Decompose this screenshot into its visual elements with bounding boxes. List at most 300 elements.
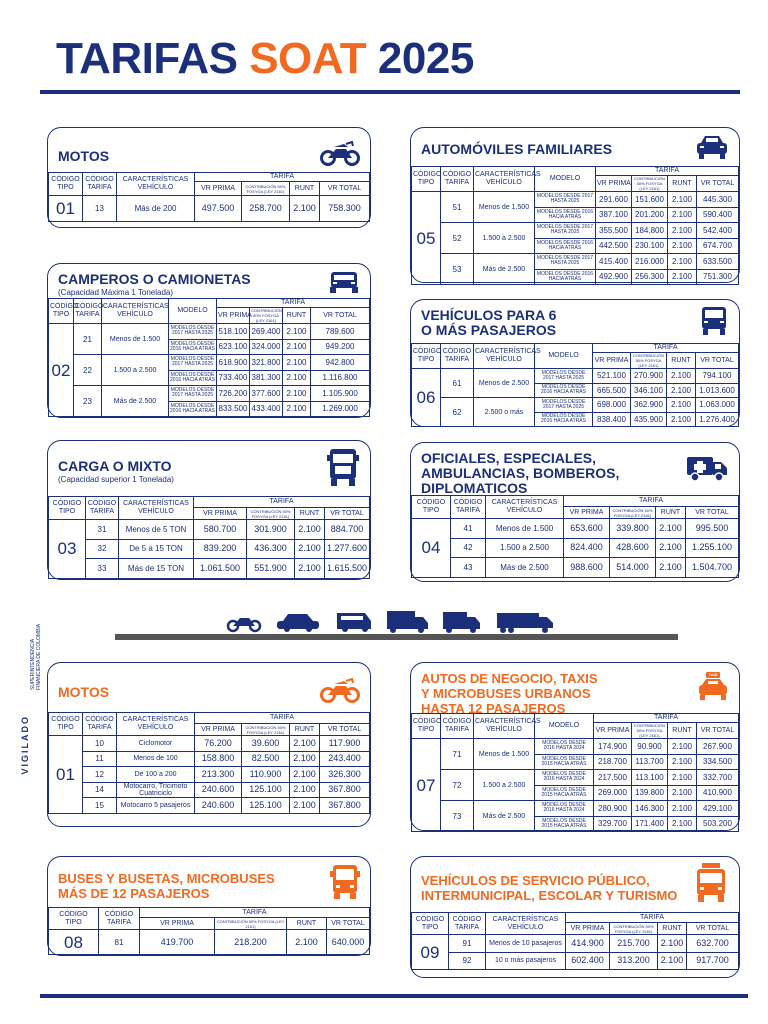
vr-total-cell: 542.400 (697, 223, 739, 239)
header-label: TARIFA (455, 923, 479, 931)
contribucion-cell: 339.800 (610, 519, 656, 539)
header-label: TARIFA (90, 508, 114, 515)
vr-total-cell: 243.400 (320, 751, 370, 767)
header-label: CÓDIGO (85, 176, 114, 183)
vr-total-cell: 1.116.800 (311, 370, 370, 386)
vr-prima-cell: 838.400 (593, 412, 631, 427)
table-cell: RUNT (287, 918, 327, 930)
card-title: CARGA O MIXTO (58, 458, 172, 474)
caracteristicas-cell: Ciclomotor (117, 736, 195, 752)
vr-total-cell: 503.200 (697, 816, 739, 832)
header-label: CÓDIGO (87, 500, 117, 507)
runt-cell: 2.100 (283, 355, 311, 371)
vr-prima-cell: 1.061.500 (194, 559, 247, 579)
vr-total-cell: 995.500 (686, 519, 739, 539)
table-cell: 758.300 (320, 196, 370, 222)
caracteristicas-cell: 1.500 a 2.500 (486, 538, 564, 558)
taxi-icon (697, 671, 729, 701)
contribucion-cell: 346.100 (631, 383, 667, 398)
vr-prima-cell: 698.000 (593, 398, 631, 413)
tariff-table (411, 912, 739, 970)
tariff-table (48, 298, 370, 417)
caracteristicas-cell: Menos de 1.500 (474, 192, 535, 223)
caracteristicas-cell: 10 o más pasajeros (486, 952, 566, 970)
vr-total-cell: 326.300 (320, 767, 370, 783)
caracteristicas-cell: Menos de 1.500 (474, 739, 535, 770)
caracteristicas-cell: De 5 a 15 TON (119, 539, 194, 559)
table-cell (117, 713, 195, 736)
header-label: VEHÍCULO (486, 179, 522, 186)
table-row (412, 538, 739, 558)
table-cell (119, 497, 194, 520)
card-taxis (410, 662, 740, 831)
header-codigo-tipo (49, 173, 83, 196)
tariff-table (48, 907, 370, 955)
vr-prima-cell: 240.600 (195, 798, 242, 814)
contribucion-cell: 435.900 (631, 412, 667, 427)
contribucion-cell: 270.900 (631, 369, 667, 384)
card-familiares (410, 127, 740, 283)
runt-cell: 2.100 (295, 520, 325, 540)
table-row (412, 369, 739, 384)
vr-total-cell: 1.269.000 (311, 401, 370, 417)
modelo-cell: MODELOS DESDE 2016 HACIA ATRÁS (535, 238, 596, 254)
vr-prima-cell: 355.500 (596, 223, 632, 239)
table-row (49, 386, 370, 402)
vr-prima-cell: 988.600 (564, 558, 610, 578)
table-cell: 01 (49, 196, 83, 222)
card-subtitle: (Capacidad Máxima 1 Tonelada) (58, 288, 174, 297)
codigo-tipo-cell: 07 (412, 739, 441, 832)
header-label: CÓDIGO (413, 718, 442, 725)
table-cell: VR PRIMA (140, 918, 215, 930)
header-label: CARACTERÍSTICAS (122, 716, 189, 723)
vr-prima-cell: 218.700 (594, 754, 632, 770)
truck-icon (387, 611, 428, 633)
modelo-cell: MODELOS DESDE 2015 HACIA ATRÁS (535, 816, 594, 832)
table-cell (412, 714, 441, 739)
contribucion-cell: 113.100 (632, 770, 668, 786)
card-subtitle: (Capacidad superior 1 Tonelada) (58, 475, 174, 484)
table-cell: VR PRIMA (596, 176, 632, 192)
table-cell: VR PRIMA (217, 308, 250, 324)
vr-total-cell: 1.615.500 (325, 559, 370, 579)
header-label: CÓDIGO (415, 915, 445, 923)
codigo-tarifa-cell: 32 (86, 539, 119, 559)
runt-cell: 2.100 (667, 412, 696, 427)
vehicle-strip (225, 609, 555, 633)
vr-prima-cell: 618.900 (217, 355, 250, 371)
header-label: TIPO (417, 726, 435, 733)
table-cell: RUNT (283, 308, 311, 324)
card-title: CAMPEROS O CAMIONETAS (58, 271, 251, 287)
runt-cell: 2.100 (668, 801, 697, 817)
header-label: TARIFA (75, 311, 100, 318)
codigo-tarifa-cell: 33 (86, 559, 119, 579)
header-contribucion: CONTRIBUCIÓN 50% FOSYGA (LEY 2161) (242, 182, 290, 196)
table-cell (74, 299, 102, 324)
modelo-cell: MODELOS DESDE 2017 HASTA 2025 (169, 386, 217, 402)
vr-prima-cell: 521.100 (593, 369, 631, 384)
table-row (49, 767, 370, 783)
contribucion-cell: 433.400 (250, 401, 283, 417)
card-title-line-3: DIPLOMATICOS (421, 480, 528, 496)
header-label: CARACTERÍSTICAS (122, 176, 189, 183)
table-cell: RUNT (668, 723, 697, 739)
caracteristicas-cell: Motocarro 5 pasajeros (117, 798, 195, 814)
contribucion-cell: 301.900 (247, 520, 295, 540)
vr-total-cell: 429.100 (697, 801, 739, 817)
bottom-rule (40, 994, 748, 998)
runt-cell: 2.100 (668, 739, 697, 755)
contribucion-cell: 184.800 (632, 223, 668, 239)
table-row (412, 770, 739, 786)
table-row (49, 798, 370, 814)
pickup-icon (328, 269, 360, 295)
table-row (49, 930, 370, 955)
header-label: CÓDIGO (416, 499, 446, 506)
modelo-cell: MODELOS DESDE 2017 HASTA 2025 (169, 324, 217, 340)
header-label: TIPO (421, 923, 439, 931)
card-title-line-2: INTERMUNICIPAL, ESCOLAR Y TURISMO (421, 888, 678, 903)
table-cell: 419.700 (140, 930, 215, 955)
vr-prima-cell: 824.400 (564, 538, 610, 558)
codigo-tipo-cell: 05 (412, 192, 441, 285)
table-cell: VR TOTAL (311, 308, 370, 324)
contribucion-cell: 215.700 (610, 935, 658, 953)
header-label: CÓDIGO (75, 303, 104, 310)
title-tarifas: TARIFAS (56, 34, 238, 83)
header-label: TIPO (417, 356, 435, 363)
motorcycle-icon (320, 675, 360, 703)
header-label: CÓDIGO (442, 348, 472, 355)
codigo-tarifa-cell: 91 (449, 935, 486, 953)
table-cell: CONTRIBUCIÓN 50% FOSYGA (LEY 2161) (251, 308, 282, 323)
table-cell: VR TOTAL (320, 724, 370, 736)
table-cell: VR PRIMA (194, 508, 247, 520)
header-label: CÓDIGO (442, 171, 472, 178)
contribucion-cell: 256.300 (632, 269, 668, 285)
vr-total-cell: 1.063.000 (696, 398, 739, 413)
contribucion-cell: 321.800 (250, 355, 283, 371)
codigo-tipo-cell: 01 (49, 736, 83, 814)
table-row (49, 559, 370, 579)
contribucion-cell: 269.400 (250, 324, 283, 340)
header-label: CÓDIGO (453, 499, 483, 506)
car-icon (277, 614, 319, 632)
modelo-cell: MODELOS DESDE 2016 HACIA ATRÁS (535, 383, 593, 398)
card-title-line-2: AMBULANCIAS, BOMBEROS, (421, 465, 620, 481)
runt-cell: 2.100 (290, 767, 320, 783)
header-label: CÓDIGO (413, 171, 442, 178)
header-label: CARACTERÍSTICAS (123, 500, 189, 507)
table-cell (83, 713, 117, 736)
table-cell: CONTRIBUCIÓN 50% FOSYGA (LEY 2161) (215, 918, 287, 930)
table-row (412, 801, 739, 817)
card-title-line-2: MÁS DE 12 PASAJEROS (58, 886, 210, 901)
header-label: CÓDIGO (50, 303, 79, 310)
contribucion-cell: 201.200 (632, 207, 668, 223)
table-cell: VR TOTAL (687, 923, 739, 935)
tariff-table (48, 712, 370, 814)
vr-total-cell: 1.105.900 (311, 386, 370, 402)
vr-prima-cell: 291.600 (596, 192, 632, 208)
runt-cell: 2.100 (283, 370, 311, 386)
header-runt: RUNT (290, 182, 320, 196)
header-codigo-tarifa (83, 173, 117, 196)
card-oficiales (410, 442, 740, 582)
table-row (412, 254, 739, 270)
header-label: VEHÍCULO (137, 184, 174, 191)
vr-total-cell: 267.900 (697, 739, 739, 755)
vr-total-cell: 632.700 (687, 935, 739, 953)
table-cell: CONTRIBUCIÓN 50% FOSYGA (LEY 2161) (632, 723, 668, 739)
runt-cell: 2.100 (668, 223, 697, 239)
header-label: TIPO (417, 179, 435, 186)
modelo-cell: MODELOS DESDE 2017 HASTA 2025 (535, 369, 593, 384)
contribucion-cell: 436.300 (247, 539, 295, 559)
table-row (412, 935, 739, 953)
runt-cell: 2.100 (668, 254, 697, 270)
table-row (412, 519, 739, 539)
runt-cell: 2.100 (290, 751, 320, 767)
contribucion-cell: 146.300 (632, 801, 668, 817)
caracteristicas-cell: Más de 2.500 (102, 386, 169, 417)
codigo-tarifa-cell: 43 (451, 558, 486, 578)
codigo-tarifa-cell: 15 (83, 798, 117, 814)
table-cell: 640.000 (327, 930, 370, 955)
contribucion-cell: 313.200 (610, 952, 658, 970)
semi-truck-icon (497, 613, 553, 633)
modelo-cell: MODELOS DESDE 2017 HASTA 2025 (535, 398, 593, 413)
taxi-sign: TAXI (708, 672, 718, 677)
table-cell: MODELO (535, 344, 593, 369)
header-label: TARIFA (87, 724, 112, 731)
table-cell: TARIFA (194, 497, 370, 508)
caracteristicas-cell: 1.500 a 2.500 (474, 223, 535, 254)
header-label: CÓDIGO (442, 718, 472, 725)
vr-total-cell: 789.600 (311, 324, 370, 340)
table-row (412, 952, 739, 970)
vr-prima-cell: 833.500 (217, 401, 250, 417)
table-cell: TARIFA (593, 344, 739, 353)
runt-cell: 2.100 (656, 538, 686, 558)
runt-cell: 2.100 (658, 935, 687, 953)
table-cell: VR TOTAL (686, 507, 739, 519)
runt-cell: 2.100 (668, 816, 697, 832)
title-soat: SOAT (249, 34, 367, 83)
vr-prima-cell: 623.100 (217, 339, 250, 355)
table-cell: RUNT (295, 508, 325, 520)
header-label: TIPO (65, 918, 82, 926)
table-cell (412, 344, 441, 369)
vr-prima-cell: 602.400 (566, 952, 610, 970)
vr-prima-cell: 217.500 (594, 770, 632, 786)
contribucion-cell: 151.600 (632, 192, 668, 208)
runt-cell: 2.100 (667, 369, 696, 384)
card-title-line-2: O MÁS PASAJEROS (421, 322, 557, 338)
contribucion-cell: 381.300 (250, 370, 283, 386)
runt-cell: 2.100 (668, 269, 697, 285)
codigo-tarifa-cell: 41 (451, 519, 486, 539)
contribucion-cell: 125.100 (242, 782, 290, 798)
table-cell (49, 908, 99, 930)
vr-prima-cell: 414.900 (566, 935, 610, 953)
table-row (49, 539, 370, 559)
caracteristicas-cell: De 100 a 200 (117, 767, 195, 783)
motorcycle-icon (228, 618, 260, 631)
caracteristicas-cell: Más de 2.500 (474, 254, 535, 285)
header-label: CÓDIGO (51, 716, 80, 723)
table-cell (86, 497, 119, 520)
contribucion-cell: 82.500 (242, 751, 290, 767)
vr-total-cell: 942.800 (311, 355, 370, 371)
table-cell: TARIFA (140, 908, 370, 918)
header-tarifa: TARIFA (195, 173, 370, 182)
table-cell: RUNT (290, 724, 320, 736)
runt-cell: 2.100 (290, 798, 320, 814)
header-caracteristicas (117, 173, 195, 196)
header-label: TIPO (57, 724, 74, 731)
modelo-cell: MODELOS DESDE 2017 HASTA 2025 (169, 355, 217, 371)
header-label: TARIFA (445, 726, 469, 733)
table-cell (99, 908, 140, 930)
modelo-cell: MODELOS DESDE 2016 HASTA 2024 (535, 801, 594, 817)
section-divider (115, 634, 678, 640)
table-cell (49, 713, 83, 736)
runt-cell: 2.100 (295, 539, 325, 559)
runt-cell: 2.100 (668, 754, 697, 770)
vr-prima-cell: 76.200 (195, 736, 242, 752)
table-cell: CONTRIBUCIÓN 50% FOSYGA (LEY 2161) (610, 923, 658, 935)
table-cell (441, 344, 474, 369)
codigo-tipo-cell: 06 (412, 369, 441, 427)
codigo-tarifa-cell: 42 (451, 538, 486, 558)
caracteristicas-cell: Más de 2.500 (486, 558, 564, 578)
modelo-cell: MODELOS DESDE 2016 HASTA 2024 (535, 770, 594, 786)
contribucion-cell: 377.600 (250, 386, 283, 402)
contribucion-cell: 113.700 (632, 754, 668, 770)
header-label: CÓDIGO (51, 176, 80, 183)
table-row (412, 558, 739, 578)
table-cell: VR PRIMA (195, 724, 242, 736)
contribucion-cell: 90.900 (632, 739, 668, 755)
caracteristicas-cell: 2.500 o más (474, 398, 535, 427)
modelo-cell: MODELOS DESDE 2016 HACIA ATRÁS (169, 339, 217, 355)
superintendencia-text: SUPERINTENDENCIA FINANCIERA DE COLOMBIA (30, 623, 42, 690)
card-title: MOTOS (58, 684, 110, 700)
header-label: CARACTERÍSTICAS (492, 915, 559, 923)
contribucion-cell: 110.900 (242, 767, 290, 783)
caracteristicas-cell: Menos de 5 TON (119, 520, 194, 540)
vr-prima-cell: 158.800 (195, 751, 242, 767)
runt-cell: 2.100 (667, 383, 696, 398)
codigo-tipo-cell: 03 (49, 520, 86, 579)
table-cell (49, 299, 79, 324)
table-cell (412, 496, 451, 519)
table-cell: TARIFA (195, 713, 370, 724)
table-cell: VR TOTAL (327, 918, 370, 930)
runt-cell: 2.100 (295, 559, 325, 579)
runt-cell: 2.100 (668, 770, 697, 786)
table-cell: MODELO (535, 714, 594, 739)
codigo-tarifa-cell: 11 (83, 751, 117, 767)
contribucion-cell: 216.000 (632, 254, 668, 270)
codigo-tarifa-cell: 73 (441, 801, 474, 832)
modelo-cell: MODELOS DESDE 2016 HACIA ATRÁS (169, 401, 217, 417)
table-cell: VR TOTAL (697, 723, 739, 739)
table-cell: CONTRIBUCIÓN 50% FOSYGA (LEY 2161) (242, 724, 290, 736)
vr-total-cell: 884.700 (325, 520, 370, 540)
header-label: CARACTERÍSTICAS (103, 303, 169, 310)
header-label: TIPO (52, 311, 70, 318)
caracteristicas-cell: 1.500 a 2.500 (474, 770, 535, 801)
table-cell: VR PRIMA (594, 723, 632, 739)
header-label: TARIFA (87, 184, 112, 191)
header-label: VEHÍCULO (507, 923, 544, 931)
runt-cell: 2.100 (668, 785, 697, 801)
table-row (49, 736, 370, 752)
vr-prima-cell: 518.100 (217, 324, 250, 340)
modelo-cell: MODELOS DESDE 2017 HASTA 2025 (535, 192, 596, 208)
modelo-cell: MODELOS DESDE 2016 HACIA ATRÁS (169, 370, 217, 386)
contribucion-cell: 551.900 (247, 559, 295, 579)
vr-total-cell: 332.700 (697, 770, 739, 786)
truck-icon (326, 447, 360, 489)
vr-total-cell: 949.200 (311, 339, 370, 355)
tariff-table (411, 713, 739, 832)
header-label: VEHÍCULO (138, 508, 174, 515)
modelo-cell: MODELOS DESDE 2016 HACIA ATRÁS (535, 269, 596, 285)
card-title-line-3: HASTA 12 PASAJEROS (421, 701, 566, 716)
codigo-tarifa-cell: 14 (83, 782, 117, 798)
table-cell: 2.100 (290, 196, 320, 222)
page-title (56, 34, 474, 84)
runt-cell: 2.100 (283, 339, 311, 355)
top-rule (40, 90, 740, 94)
table-cell: MODELO (169, 299, 217, 324)
card-title: MOTOS (58, 148, 110, 164)
table-cell (441, 714, 474, 739)
runt-cell: 2.100 (283, 401, 311, 417)
table-cell: TARIFA (566, 913, 739, 923)
codigo-tarifa-cell: 21 (74, 324, 102, 355)
vr-total-cell: 1.013.600 (696, 383, 739, 398)
truck-icon (443, 612, 480, 633)
codigo-tarifa-cell: 71 (441, 739, 474, 770)
header-vr-prima: VR PRIMA (195, 182, 242, 196)
vr-total-cell: 1.276.400 (696, 412, 739, 427)
runt-cell: 2.100 (668, 207, 697, 223)
modelo-cell: MODELOS DESDE 2015 HACIA ATRÁS (535, 754, 594, 770)
contribucion-cell: 125.100 (242, 798, 290, 814)
card-camperos (47, 263, 371, 418)
table-cell: 2.100 (287, 930, 327, 955)
caracteristicas-cell: Menos de 1.500 (102, 324, 169, 355)
vr-total-cell: 590.400 (697, 207, 739, 223)
codigo-tarifa-cell: 61 (441, 369, 474, 398)
table-row (49, 196, 370, 222)
caracteristicas-cell: Motocarro, Tricimoto Cuatriciclo (117, 782, 195, 798)
vr-total-cell: 334.500 (697, 754, 739, 770)
vr-prima-cell: 492.900 (596, 269, 632, 285)
codigo-tarifa-cell: 72 (441, 770, 474, 801)
header-label: CÓDIGO (104, 910, 134, 918)
table-cell (451, 496, 486, 519)
runt-cell: 2.100 (658, 952, 687, 970)
tariff-table (411, 495, 739, 578)
van-icon (337, 613, 371, 632)
